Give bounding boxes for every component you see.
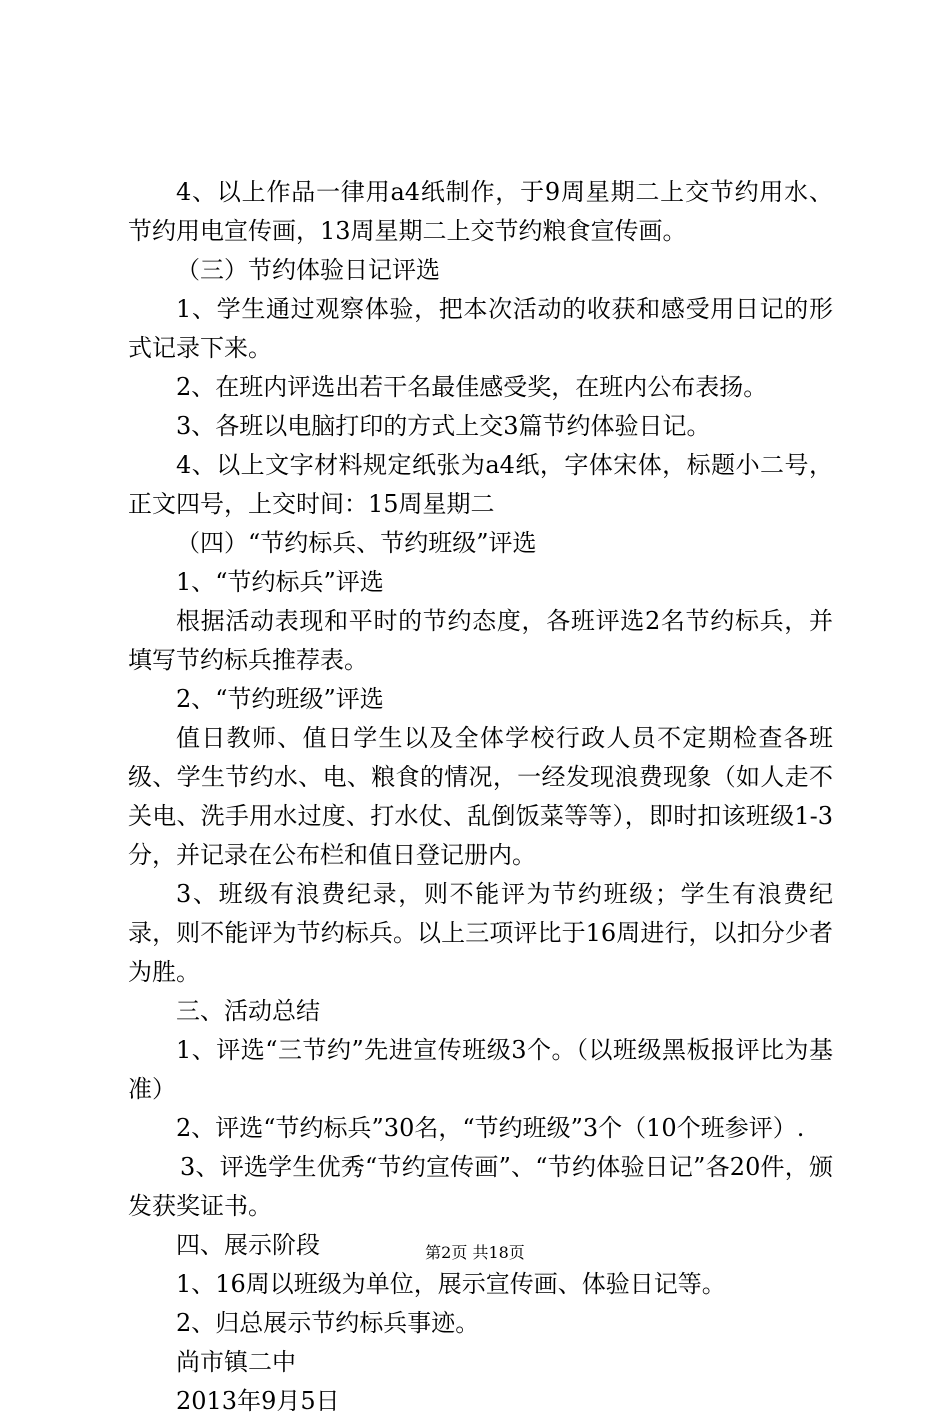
- paragraph-diary-2: 2、在班内评选出若干名最佳感受奖，在班内公布表扬。: [176, 373, 768, 401]
- section-heading-model: （四）“节约标兵、节约班级”评选: [176, 529, 537, 557]
- paragraph-display-2: 2、归总展示节约标兵事迹。: [176, 1309, 480, 1337]
- paragraph-summary-3: 3、评选学生优秀“节约宣传画”、“节约体验日记”各20件，颁发获奖证书。: [128, 1153, 833, 1220]
- section-heading-diary: （三）节约体验日记评选: [176, 256, 440, 284]
- sub-heading-model-person: 1、“节约标兵”评选: [176, 568, 384, 596]
- section-heading-display: 四、展示阶段: [176, 1231, 320, 1259]
- document-body: [128, 173, 833, 1421]
- signature-date: 2013年9月5日: [176, 1387, 340, 1415]
- page-footer: [0, 1241, 950, 1265]
- section-heading-summary: 三、活动总结: [176, 997, 320, 1025]
- paragraph-model-class: 值日教师、值日学生以及全体学校行政人员不定期检查各班级、学生节约水、电、粮食的情况，一经发现浪费现象（如人走不关电、洗手用水过度、打水仗、乱倒饭菜等等），即时扣该班级1-3分，并记录在公布栏和值日登记册内。: [128, 724, 833, 869]
- paragraph-model-person: 根据活动表现和平时的节约态度，各班评选2名节约标兵，并填写节约标兵推荐表。: [128, 607, 833, 674]
- paragraph-summary-2: 2、评选“节约标兵”30名，“节约班级”3个（10个班参评）.: [176, 1114, 805, 1142]
- paragraph-diary-4: 4、以上文字材料规定纸张为a4纸，字体宋体，标题小二号，正文四号，上交时间：15周星期二: [128, 451, 833, 518]
- paragraph-diary-3: 3、各班以电脑打印的方式上交3篇节约体验日记。: [176, 412, 711, 440]
- paragraph-summary-1: 1、评选“三节约”先进宣传班级3个。（以班级黑板报评比为基准）: [128, 1036, 833, 1103]
- paragraph-diary-1: 1、学生通过观察体验，把本次活动的收获和感受用日记的形式记录下来。: [128, 295, 833, 362]
- page-number-label: 第2页 共18页: [425, 1243, 525, 1262]
- paragraph-model-rule: 3、班级有浪费纪录，则不能评为节约班级；学生有浪费纪录，则不能评为节约标兵。以上三项评比于16周进行，以扣分少者为胜。: [128, 880, 833, 986]
- sub-heading-model-class: 2、“节约班级”评选: [176, 685, 384, 713]
- signature-school: 尚市镇二中: [176, 1348, 296, 1376]
- paragraph-submission-rules: 4、以上作品一律用a4纸制作，于9周星期二上交节约用水、节约用电宣传画，13周星期二上交节约粮食宣传画。: [128, 178, 833, 245]
- paragraph-display-1: 1、16周以班级为单位，展示宣传画、体验日记等。: [176, 1270, 726, 1298]
